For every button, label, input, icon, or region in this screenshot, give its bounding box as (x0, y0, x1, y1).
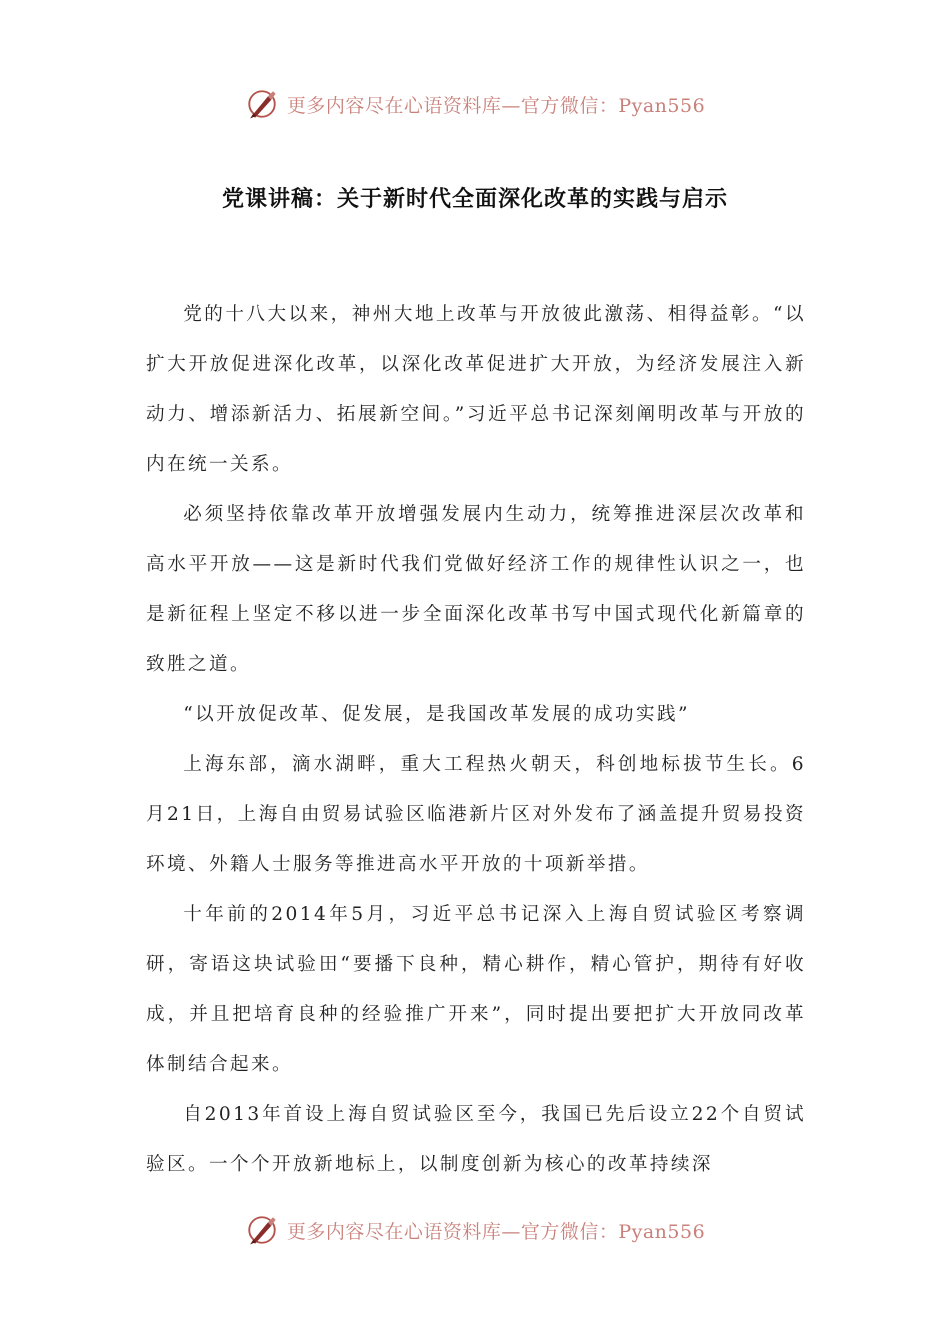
paragraph: “以开放促改革、促发展，是我国改革发展的成功实践” (183, 704, 690, 725)
paragraph: 自2013年首设上海自贸试验区至今，我国已先后设立22个自贸试验区。一个个开放新地标上，以制度创新为核心的改革持续深 (146, 1104, 806, 1175)
paragraph: 十年前的2014年5月，习近平总书记深入上海自贸试验区考察调研，寄语这块试验田“要播下良种，精心耕作，精心管护，期待有好收成，并且把培育良种的经验推广开来”，同时提出要把扩大开放同改革体制结合起来。 (146, 904, 806, 1075)
paragraph: 党的十八大以来，神州大地上改革与开放彼此激荡、相得益彰。“以扩大开放促进深化改革，以深化改革促进扩大开放，为经济发展注入新动力、增添新活力、拓展新空间。”习近平总书记深刻阐明改革与开放的内在统一关系。 (146, 304, 806, 475)
pen-logo-icon (245, 1213, 279, 1247)
header-watermark (0, 84, 950, 124)
document-title: 党课讲稿：关于新时代全面深化改革的实践与启示 (221, 187, 728, 212)
paragraph: 必须坚持依靠改革开放增强发展内生动力，统筹推进深层次改革和高水平开放——这是新时代我们党做好经济工作的规律性认识之一，也是新征程上坚定不移以进一步全面深化改革书写中国式现代化新篇章的致胜之道。 (146, 504, 806, 675)
paragraph: 上海东部，滴水湖畔，重大工程热火朝天，科创地标拔节生长。6月21日，上海自由贸易试验区临港新片区对外发布了涵盖提升贸易投资环境、外籍人士服务等推进高水平开放的十项新举措。 (146, 754, 806, 875)
watermark-text: 更多内容尽在心语资料库—官方微信：Pyan556 (286, 1220, 706, 1243)
watermark-text: 更多内容尽在心语资料库—官方微信：Pyan556 (286, 94, 706, 117)
pen-logo-icon (245, 87, 279, 121)
document-body (146, 290, 806, 1190)
footer-watermark (0, 1210, 950, 1250)
